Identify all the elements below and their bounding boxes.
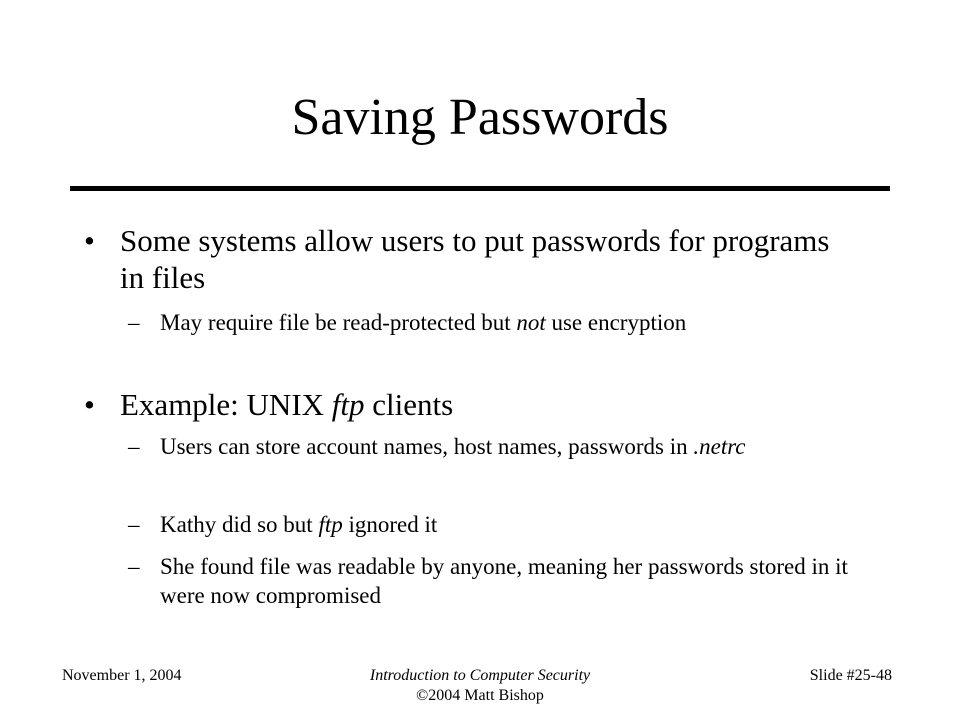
emphasis-text: not [516,310,546,335]
footer-course-title: Introduction to Computer Security [369,667,591,684]
emphasis-text: .netrc [693,434,746,459]
emphasis-text: ftp [318,512,343,537]
bullet-text: clients [364,387,454,422]
sub-bullet-item [128,432,860,461]
footer-course [330,666,630,706]
footer-date: November 1, 2004 [62,667,182,684]
bullet-item [84,386,860,423]
bullet-marker: • [84,223,95,258]
dash-marker: – [128,434,140,459]
sub-bullet-text: She found file was readable by anyone, meaning her passwords stored in it were now compromised [160,554,848,608]
sub-bullet-text: Kathy did so but [160,512,319,537]
sub-bullet-text: Users can store account names, host names, passwords in [160,434,694,459]
slide-title: Saving Passwords [291,89,669,146]
bullet-item [84,222,860,296]
dash-marker: – [128,512,140,537]
sub-bullet-item [128,308,860,337]
title-divider [70,186,890,191]
sub-bullet-text: May require file be read-protected but [160,310,517,335]
sub-bullet-text: ignored it [342,512,438,537]
footer-copyright: ©2004 Matt Bishop [416,687,544,704]
dash-marker: – [128,554,140,579]
sub-bullet-item [128,552,860,610]
bullet-text: Example: UNIX [120,387,332,422]
bullet-text: Some systems allow users to put passwords for programs in files [120,223,830,295]
sub-bullet-text: use encryption [545,310,687,335]
sub-bullet-item [128,510,860,539]
dash-marker: – [128,310,140,335]
emphasis-text: ftp [331,387,365,422]
bullet-marker: • [84,387,95,422]
footer-slide-number: Slide #25-48 [809,667,892,684]
